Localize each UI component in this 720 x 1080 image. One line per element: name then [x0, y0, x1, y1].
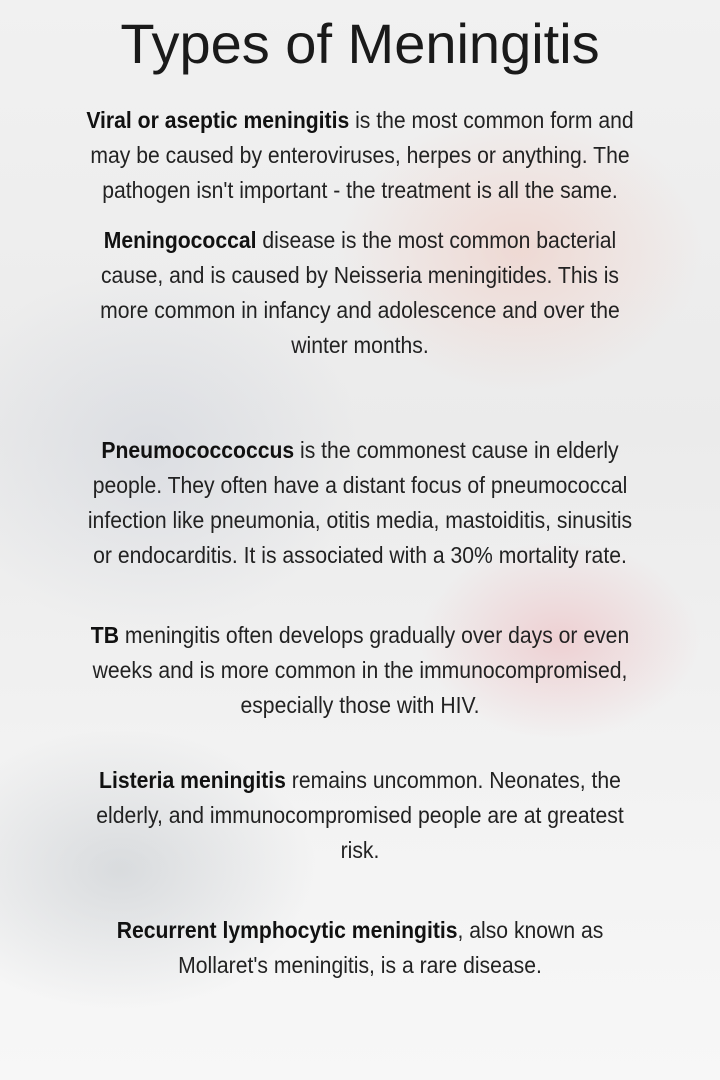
- paragraph-line: [36, 433, 684, 468]
- paragraph-line: [36, 833, 684, 868]
- paragraph-line: [36, 763, 684, 798]
- paragraph-text: winter months.: [291, 332, 429, 358]
- paragraph-line: [36, 618, 684, 653]
- paragraph-text: is the most common form and: [349, 107, 634, 133]
- paragraph-pneumococcus: [36, 433, 684, 573]
- paragraph-viral-meningitis: [36, 103, 684, 208]
- paragraph-text: more common in infancy and adolescence and over the: [100, 297, 620, 323]
- paragraph-tb-meningitis: [36, 618, 684, 723]
- paragraph-text: is the commonest cause in elderly: [294, 437, 619, 463]
- paragraph-text: people. They often have a distant focus of pneumococcal: [92, 472, 628, 498]
- paragraph-line: [36, 138, 684, 173]
- paragraph-text: , also known as: [457, 917, 604, 943]
- paragraph-text: especially those with HIV.: [240, 692, 480, 718]
- paragraph-heading: Pneumococcoccus: [101, 437, 295, 463]
- paragraph-meningococcal: [36, 223, 684, 363]
- paragraph-line: [36, 538, 684, 573]
- paragraph-text: may be caused by enteroviruses, herpes or anything. The: [90, 142, 630, 168]
- paragraph-text: Mollaret's meningitis, is a rare disease.: [178, 952, 542, 978]
- paragraph-heading: Meningococcal: [103, 227, 257, 253]
- paragraph-text: elderly, and immunocompromised people are at greatest: [96, 802, 624, 828]
- paragraph-line: [36, 258, 684, 293]
- paragraph-line: [36, 688, 684, 723]
- paragraph-text: infection like pneumonia, otitis media, mastoiditis, sinusitis: [87, 507, 633, 533]
- paragraph-heading: TB: [90, 622, 119, 648]
- paragraph-line: [36, 948, 684, 983]
- paragraph-line: [36, 653, 684, 688]
- paragraph-line: [36, 173, 684, 208]
- paragraph-line: [36, 293, 684, 328]
- paragraph-text: or endocarditis. It is associated with a 30% mortality rate.: [93, 542, 627, 568]
- paragraph-line: [36, 468, 684, 503]
- paragraph-heading: Viral or aseptic meningitis: [86, 107, 350, 133]
- paragraph-text: weeks and is more common in the immunocompromised,: [92, 657, 628, 683]
- paragraph-text: disease is the most common bacterial: [256, 227, 617, 253]
- paragraph-recurrent-lymphocytic-meningitis: [36, 913, 684, 983]
- paragraph-text: remains uncommon. Neonates, the: [285, 767, 621, 793]
- paragraph-line: [36, 103, 684, 138]
- paragraph-heading: Recurrent lymphocytic meningitis: [116, 917, 458, 943]
- paragraph-line: [36, 223, 684, 258]
- page-title: Types of Meningitis: [120, 12, 600, 75]
- paragraph-text: pathogen isn't important - the treatment is all the same.: [102, 177, 618, 203]
- paragraph-text: meningitis often develops gradually over days or even: [118, 622, 630, 648]
- paragraph-text: cause, and is caused by Neisseria meningitides. This is: [100, 262, 620, 288]
- paragraph-heading: Listeria meningitis: [99, 767, 286, 793]
- paragraph-text: risk.: [340, 837, 380, 863]
- paragraph-line: [36, 328, 684, 363]
- paragraph-listeria-meningitis: [36, 763, 684, 868]
- paragraph-line: [36, 913, 684, 948]
- paragraph-line: [36, 798, 684, 833]
- paragraph-line: [36, 503, 684, 538]
